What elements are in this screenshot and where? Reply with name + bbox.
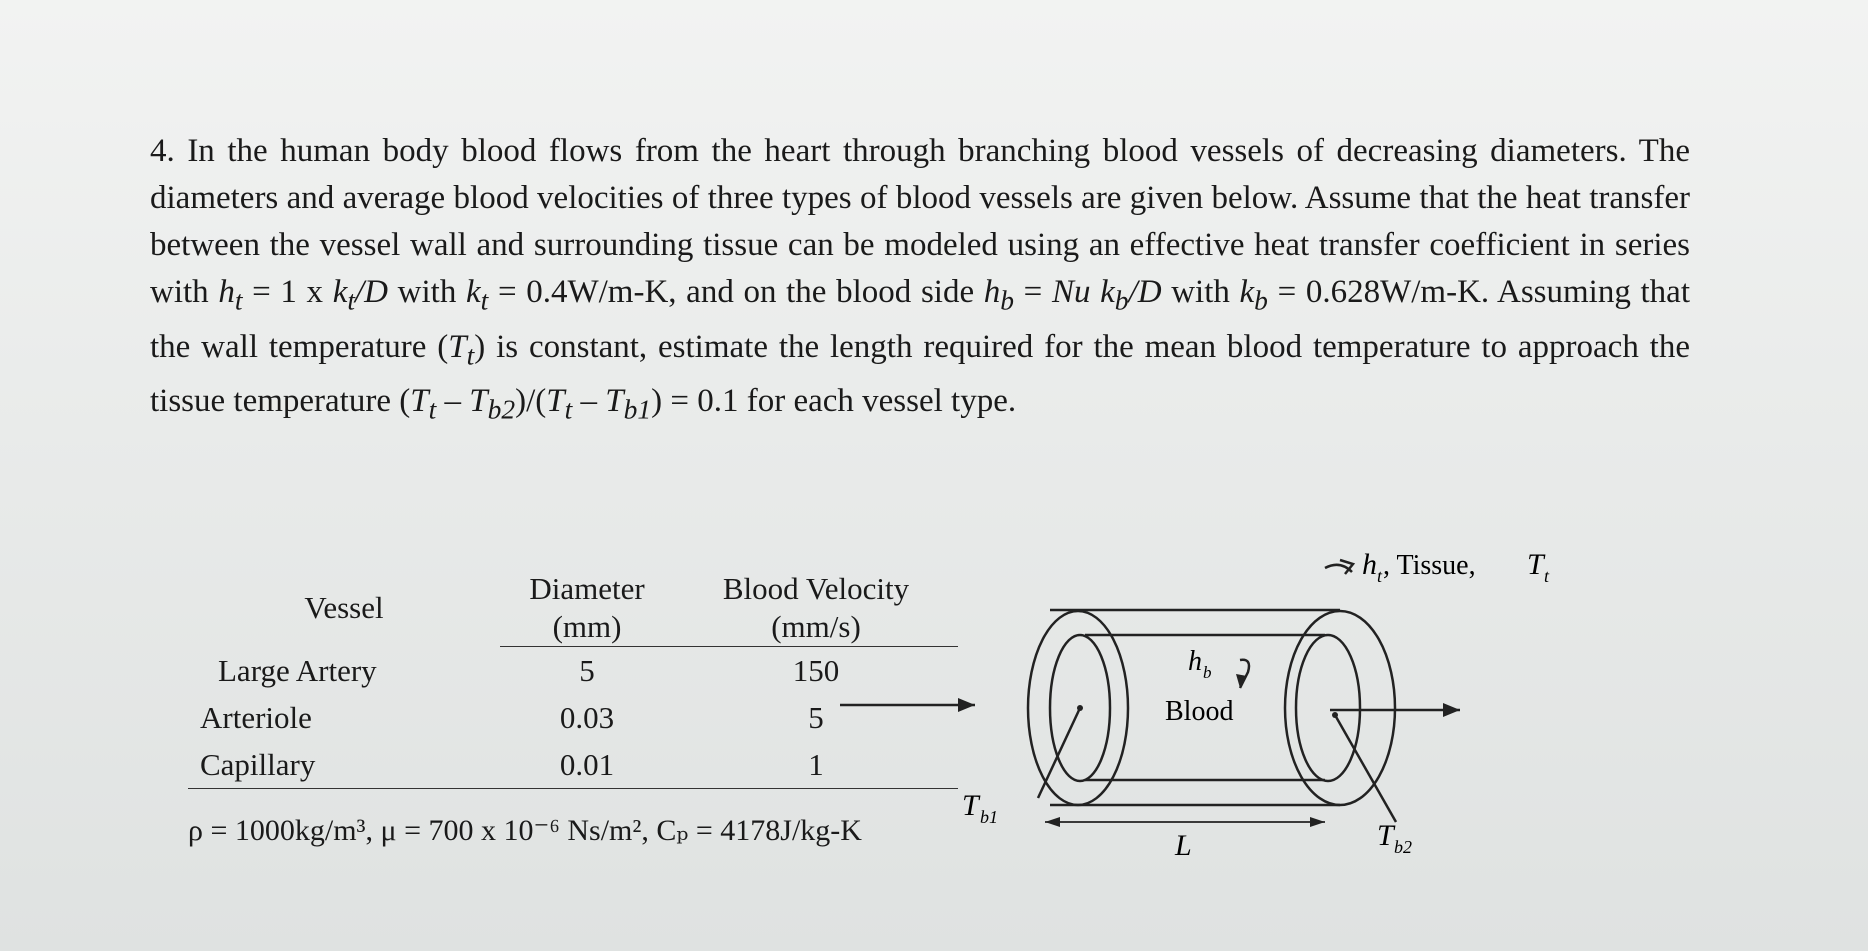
header-diameter: Diameter	[529, 571, 645, 606]
inlet-point	[1077, 705, 1083, 711]
symbol-h: h	[218, 274, 235, 310]
header-velocity: Blood Velocity	[722, 571, 910, 606]
cell-vessel: Large Artery	[218, 652, 377, 688]
table-row	[188, 694, 958, 741]
tb1-label: T	[962, 789, 979, 822]
right-inner-ellipse	[1296, 635, 1360, 781]
text-segment: = 1 x	[242, 274, 333, 310]
subscript: b1	[623, 393, 652, 425]
table-row	[188, 647, 958, 695]
text-segment: =	[1014, 274, 1052, 310]
text-segment: ) = 0.1 for each vessel type.	[651, 383, 1017, 420]
inlet-arrow-head	[958, 698, 975, 712]
tb1-sub: b1	[980, 807, 998, 827]
subscript: t	[564, 393, 573, 425]
header-velocity-unit: (mm/s)	[674, 608, 958, 647]
text-segment: 4. In the human body blood flows from the heart through branching blood vessels of decreasing diameters. The diameters and average blood velocities of three types of blood vessels are given below. Assume that the heat transfer between the vessel wall and surrounding tissue can be modeled using an effective heat transfer coefficient in series with	[150, 133, 1690, 310]
header-vessel: Vessel	[304, 590, 384, 626]
subscript: b	[1000, 284, 1015, 316]
vessel-diagram-svg	[962, 540, 1660, 870]
length-arrow-left-head	[1045, 817, 1060, 827]
cell-vessel: Arteriole	[200, 700, 312, 735]
subscript: t	[466, 339, 475, 371]
ht-sub: t	[1377, 566, 1383, 586]
ht-label: h	[1362, 548, 1377, 581]
cell-velocity: 5	[808, 700, 824, 735]
problem-statement	[150, 128, 1690, 433]
symbol-T: T	[546, 383, 565, 420]
tb2-label: T	[1377, 819, 1394, 852]
text-segment: = 0.628W/m-K. Assuming that the wall temperature (	[150, 274, 1690, 365]
cell-diameter: 0.03	[559, 700, 615, 735]
tb2-sub: b2	[1394, 837, 1412, 857]
symbol-nu-k: Nu k	[1051, 274, 1115, 310]
subscript: b2	[487, 393, 516, 425]
header-diameter-unit: (mm)	[500, 608, 674, 647]
tissue-T: T	[1527, 548, 1544, 581]
table-row	[188, 741, 958, 789]
hb-sub: b	[1203, 663, 1212, 682]
outlet-point	[1332, 712, 1338, 718]
tissue-T-sub: t	[1544, 566, 1550, 586]
cell-diameter: 5	[579, 653, 595, 688]
tb1-leader	[1038, 708, 1080, 798]
text-segment: –	[436, 383, 470, 420]
symbol-k: k	[466, 274, 481, 310]
text-segment: )/(	[515, 383, 547, 420]
symbol-D: /D	[1128, 274, 1162, 310]
symbol-T: T	[448, 328, 467, 365]
subscript: t	[234, 284, 243, 316]
symbol-T: T	[410, 383, 429, 420]
symbol-T: T	[469, 383, 488, 420]
fluid-properties: ρ = 1000kg/m³, μ = 700 x 10⁻⁶ Ns/m², Cₚ = 4178J/kg-K	[188, 814, 862, 847]
text-segment: = 0.4W/m-K, and on the blood side	[488, 274, 984, 310]
length-label: L	[1175, 829, 1192, 862]
text-segment: with	[388, 274, 466, 310]
outlet-arrow-head	[1443, 703, 1460, 717]
subscript: t	[480, 284, 489, 316]
length-arrow-right-head	[1310, 817, 1325, 827]
subscript: b	[1114, 284, 1129, 316]
text-segment: ) is constant, estimate the length required for the mean blood temperature to approach the tissue temperature (	[150, 328, 1690, 420]
subscript: t	[347, 284, 356, 316]
subscript: t	[428, 393, 437, 425]
problem-paragraph	[150, 128, 1690, 433]
vessel-table	[188, 570, 958, 789]
tissue-label: , Tissue,	[1383, 550, 1483, 581]
cell-velocity: 1	[674, 741, 958, 789]
cell-diameter: 0.01	[500, 741, 674, 789]
hb-label: h	[1188, 646, 1202, 677]
vessel-diagram	[962, 540, 1660, 875]
text-segment: with	[1161, 274, 1240, 310]
symbol-T: T	[605, 383, 624, 420]
symbol-k: k	[1239, 274, 1255, 310]
cell-vessel: Capillary	[188, 741, 500, 789]
subscript: b	[1254, 284, 1268, 316]
symbol-k: k	[332, 274, 348, 310]
symbol-D: /D	[355, 274, 389, 310]
cell-velocity: 150	[792, 653, 840, 688]
blood-label: Blood	[1165, 696, 1234, 727]
symbol-h: h	[983, 274, 1001, 310]
text-segment: –	[572, 383, 606, 420]
